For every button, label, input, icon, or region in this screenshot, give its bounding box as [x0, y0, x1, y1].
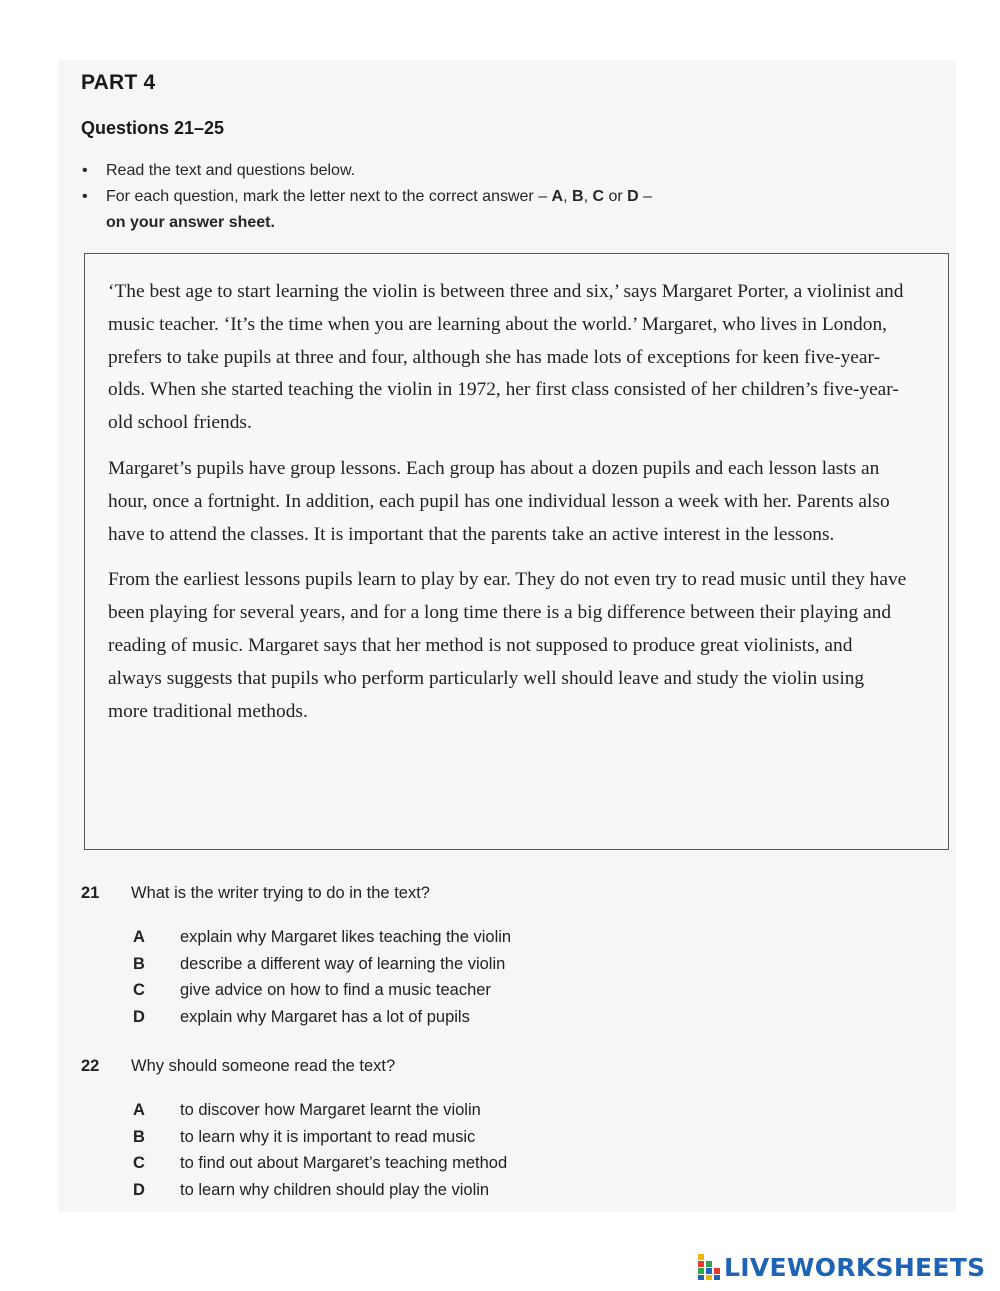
question-text: Why should someone read the text?	[131, 1057, 396, 1075]
instruction-item	[82, 158, 842, 184]
option-text: to learn why children should play the violin	[180, 1180, 490, 1199]
option-letter: C	[133, 1154, 145, 1172]
answer-letter-a: A	[551, 188, 564, 205]
separator: ,	[583, 188, 593, 205]
reading-passage	[108, 276, 908, 741]
bullet-icon: •	[82, 162, 88, 179]
option-text: explain why Margaret likes teaching the violin	[180, 928, 512, 946]
separator: ,	[563, 188, 572, 205]
option-letter: B	[133, 1127, 145, 1146]
answer-letter-b: B	[572, 188, 584, 205]
question-text: What is the writer trying to do in the text?	[131, 884, 430, 902]
option-letter: A	[133, 1101, 145, 1119]
passage-paragraph: Margaret’s pupils have group lessons. Each group has about a dozen pupils and each lesson lasts an hour, once a fortnight. In addition, each pupil has one individual lesson a week with her. Parents also have to attend the classes. It is important that the parents take an active interest in the lessons.	[108, 457, 890, 545]
answer-option-c[interactable]	[133, 1150, 733, 1177]
option-text: give advice on how to find a music teacher	[180, 981, 491, 999]
passage-paragraph: From the earliest lessons pupils learn to play by ear. They do not even try to read music until they have been playing for several years, and for a long time there is a big difference between their playing and reading of music. Margaret says that her method is not supposed to produce great violinists, and always suggests that pupils who perform particularly well should leave and study the violin using more traditional methods.	[108, 569, 907, 722]
option-letter: C	[133, 981, 145, 999]
option-text: to find out about Margaret’s teaching method	[180, 1154, 508, 1172]
option-letter: D	[133, 1180, 145, 1199]
answer-option-b[interactable]	[133, 951, 733, 978]
logo-text: LIVEWORKSHEETS	[724, 1252, 986, 1282]
answer-option-a[interactable]	[133, 1097, 733, 1124]
separator: –	[638, 188, 653, 205]
answer-option-d[interactable]	[133, 1177, 733, 1204]
liveworksheets-logo	[698, 1252, 985, 1282]
question-number: 22	[81, 1057, 100, 1075]
part-title: PART 4	[81, 71, 156, 94]
answer-option-b[interactable]	[133, 1124, 733, 1151]
question-number: 21	[81, 884, 100, 902]
instruction-item	[82, 184, 842, 210]
instructions	[82, 158, 842, 236]
bullet-icon: •	[82, 188, 88, 205]
answer-letter-c: C	[592, 188, 605, 205]
questions-range: Questions 21–25	[81, 118, 225, 138]
option-letter: D	[133, 1007, 145, 1026]
answer-option-d[interactable]	[133, 1004, 733, 1031]
answer-option-a[interactable]	[133, 924, 733, 951]
instruction-text: For each question, mark the letter next to the correct answer –	[106, 188, 552, 205]
option-text: explain why Margaret has a lot of pupils	[180, 1007, 470, 1026]
option-text: to learn why it is important to read music	[180, 1127, 476, 1146]
instruction-text: Read the text and questions below.	[106, 162, 356, 179]
answer-option-c[interactable]	[133, 977, 733, 1004]
reading-passage-box	[84, 253, 949, 850]
option-text: describe a different way of learning the violin	[180, 954, 506, 973]
option-letter: B	[133, 954, 145, 973]
answer-options	[133, 924, 733, 1030]
answer-options	[133, 1097, 733, 1203]
answer-letter-d: D	[627, 188, 639, 205]
passage-paragraph: ‘The best age to start learning the violin is between three and six,’ says Margaret Porter, a violinist and music teacher. ‘It’s the time when you are learning about the world.’ Margaret, who lives in London, prefers to take pupils at three and four, although she has made lots of exceptions for keen five-year-olds. When she started teaching the violin in 1972, her first class consisted of her children’s five-year-old school friends.	[108, 281, 904, 434]
instruction-continuation: on your answer sheet.	[106, 214, 275, 231]
liveworksheets-logo-icon	[698, 1254, 720, 1280]
option-letter: A	[133, 928, 145, 946]
separator: or	[604, 188, 628, 205]
option-text: to discover how Margaret learnt the violin	[180, 1101, 481, 1119]
